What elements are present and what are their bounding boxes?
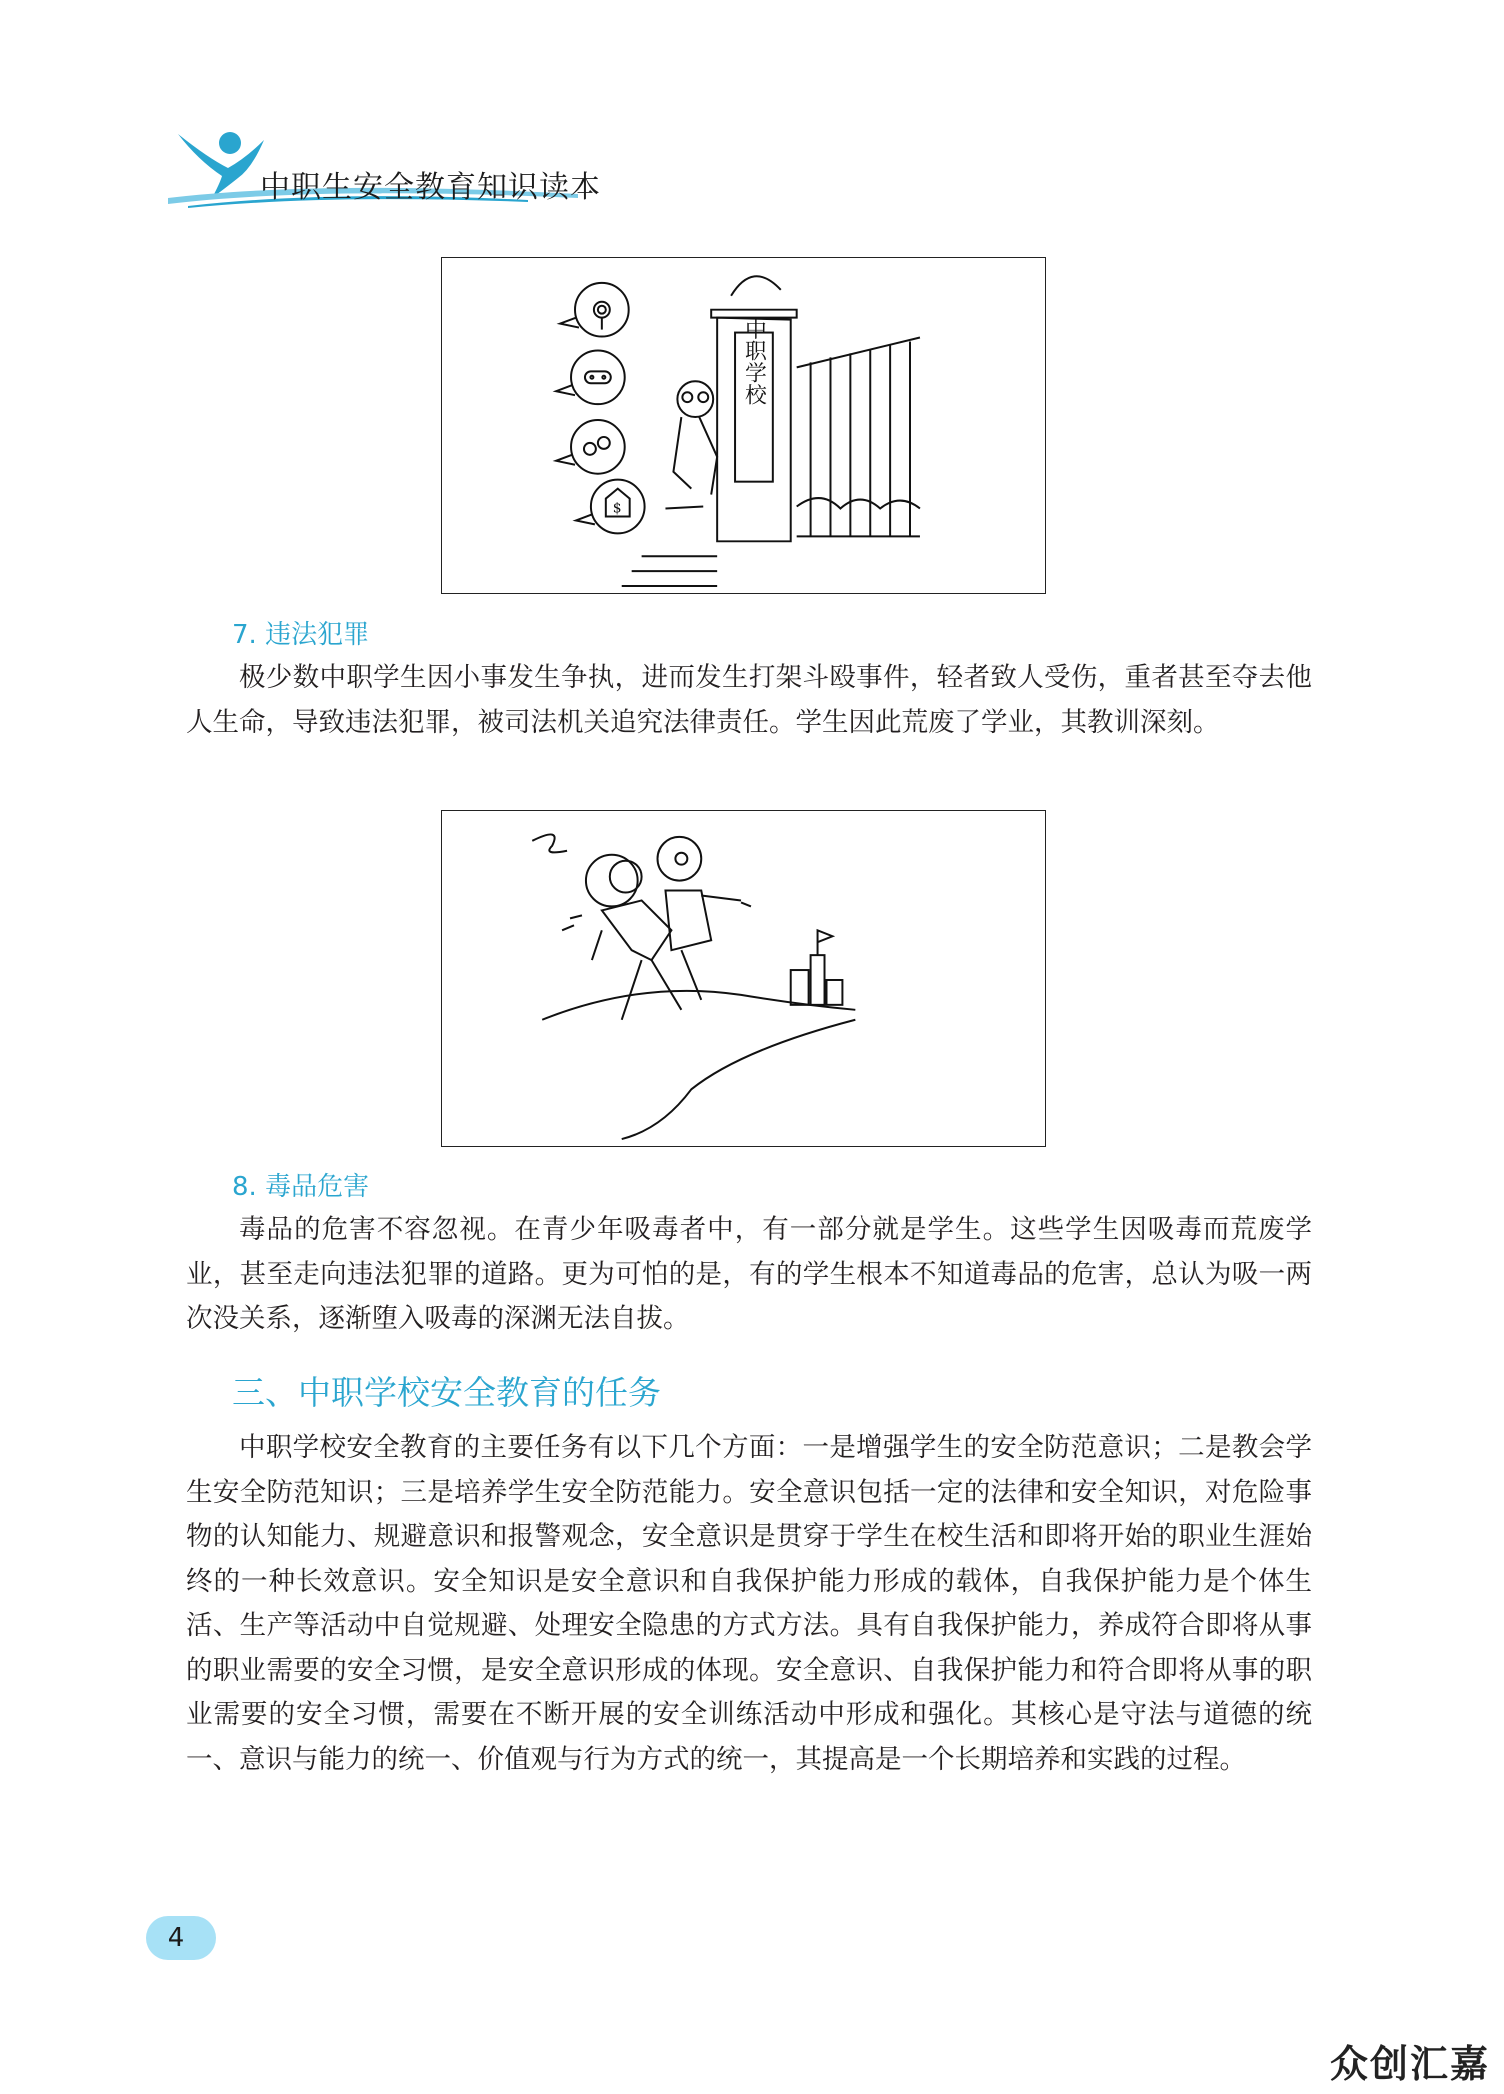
school-gate-drawing: [442, 258, 1045, 593]
chapter-body: 中职学校安全教育的主要任务有以下几个方面：一是增强学生的安全防范意识；二是教会学生安全防范知识；三是培养学生安全防范能力。安全意识包括一定的法律和安全知识，对危险事物的认知能力、规避意识和报警观念，安全意识是贯穿于学生在校生活和即将开始的职业生涯始终的一种长效意识。安全知识是安全意识和自我保护能力形成的载体，自我保护能力是个体生活、生产等活动中自觉规避、处理安全隐患的方式方法。具有自我保护能力，养成符合即将从事的职业需要的安全习惯，是安全意识形成的体现。安全意识、自我保护能力和符合即将从事的职业需要的安全习惯，需要在不断开展的安全训练活动中形成和强化。其核心是守法与道德的统一、意识与能力的统一、价值观与行为方式的统一，其提高是一个长期培养和实践的过程。: [186, 1432, 1312, 1775]
section-heading-drugs: 8. 毒品危害: [232, 1172, 370, 1202]
section-heading-crime: 7. 违法犯罪: [232, 620, 370, 650]
fighting-students-drawing: [442, 811, 1045, 1146]
section-body-drugs: 毒品的危害不容忽视。在青少年吸毒者中，有一部分就是学生。这些学生因吸毒而荒废学业，甚至走向违法犯罪的道路。更为可怕的是，有的学生根本不知道毒品的危害，总认为吸一两次没关系，逐渐堕入吸毒的深渊无法自拔。: [186, 1214, 1312, 1334]
book-title: 中职生安全教育知识读本: [260, 170, 601, 205]
running-header: [168, 128, 601, 208]
watermark-text: 众创汇嘉: [1329, 2042, 1490, 2086]
gate-sign-text: 中职学校: [741, 317, 767, 406]
illustration-school-gate: [441, 257, 1046, 594]
page-number: 4: [146, 1916, 216, 1960]
section-body-crime: 极少数中职学生因小事发生争执，进而发生打架斗殴事件，轻者致人受伤，重者甚至夺去他人生命，导致违法犯罪，被司法机关追究法律责任。学生因此荒废了学业，其教训深刻。: [186, 662, 1312, 738]
illustration-fighting-students: [441, 810, 1046, 1147]
svg-text:$: $: [612, 500, 622, 517]
chapter-heading: 三、中职学校安全教育的任务: [232, 1373, 661, 1412]
